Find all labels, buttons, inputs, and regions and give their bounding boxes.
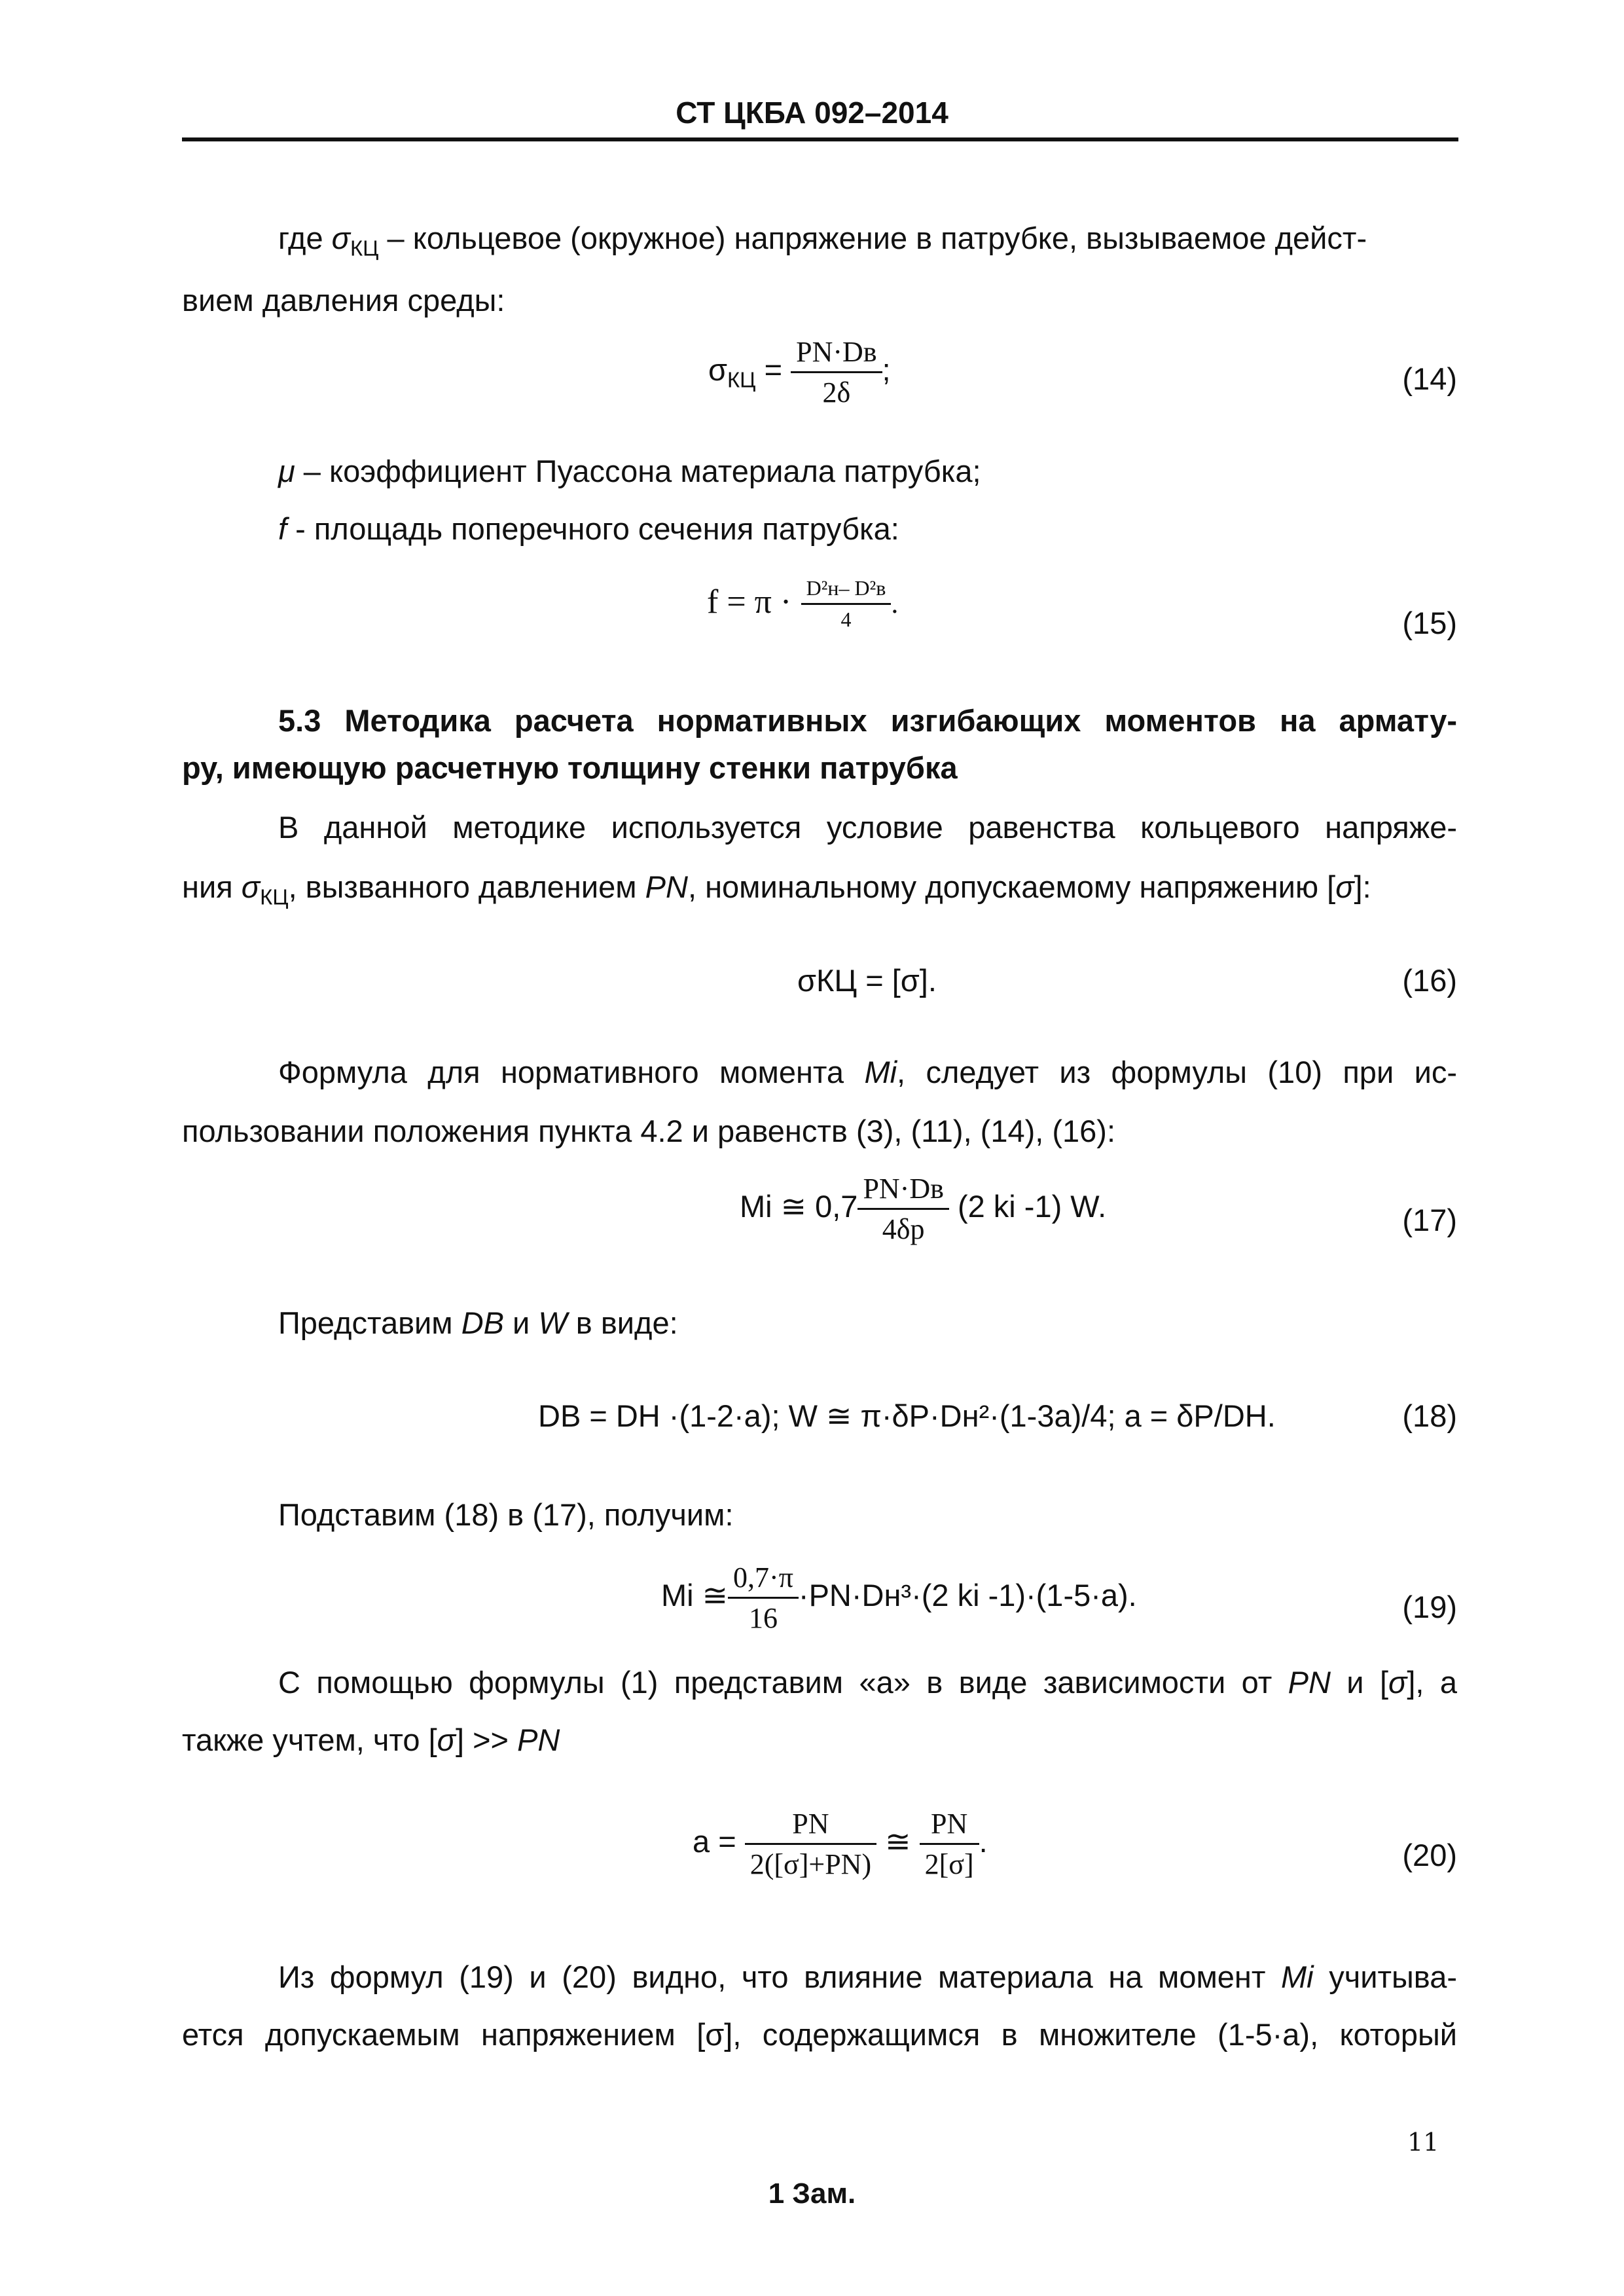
punctuation: ; [882, 352, 891, 387]
denominator: 4 [840, 608, 852, 631]
revision-note: 1 Зам. [768, 2178, 856, 2210]
mi-symbol: Mi [1281, 1959, 1314, 1994]
paragraph-line [182, 809, 1457, 848]
db-symbol: DB [461, 1305, 504, 1340]
text: , следует из формулы (10) при ис- [897, 1055, 1457, 1089]
sigma-symbol: σ [437, 1722, 456, 1757]
text: Формула для нормативного момента [278, 1055, 865, 1089]
section-heading-line: ру, имеющую расчетную толщину стенки патрубка [182, 750, 958, 785]
equation-number: (19) [1402, 1590, 1457, 1624]
pn-symbol: PN [517, 1722, 560, 1757]
paragraph-line [182, 2016, 1457, 2056]
section-heading-line [182, 702, 1457, 742]
paragraph-line [182, 1054, 1457, 1093]
equation-number: (16) [1402, 963, 1457, 998]
numerator: D²н– D²в [801, 576, 892, 605]
text: – коэффициент Пуассона материала патрубка; [295, 454, 981, 488]
text: Из формул (19) и (20) видно, что влияние материала на момент [278, 1959, 1282, 1994]
fraction [920, 1807, 979, 1881]
text: где [278, 221, 332, 255]
definition-mu [278, 453, 981, 489]
eq-rhs: ·PN·Dн³·(2 ki -1)·(1-5·а). [798, 1577, 1137, 1613]
sigma-symbol: σ [1388, 1665, 1407, 1700]
numerator: PN [920, 1807, 979, 1845]
sigma-symbol: σ [1335, 869, 1354, 904]
paragraph-line: пользовании положения пункта 4.2 и равенств (3), (11), (14), (16): [182, 1114, 1116, 1148]
text: С помощью формулы (1) представим «а» в виде зависимости от [278, 1665, 1288, 1700]
pn-symbol: PN [645, 869, 688, 904]
text: ]: [1354, 869, 1371, 904]
equation-19 [661, 1561, 1137, 1635]
text: и [ [1330, 1665, 1388, 1700]
fraction [791, 335, 882, 409]
eq-rhs: (2 ki -1) W. [957, 1188, 1107, 1224]
fraction [857, 1172, 948, 1246]
text: и [503, 1305, 539, 1340]
document-header: СТ ЦКБА 092–2014 [676, 96, 948, 130]
eq-lhs: f = π · [707, 583, 792, 621]
fraction [745, 1807, 876, 1881]
approx-sign: ≅ [885, 1823, 911, 1859]
text: ния [182, 869, 242, 904]
numerator: 0,7·π [728, 1561, 799, 1599]
text: в виде: [567, 1305, 678, 1340]
mi-symbol: Mi [864, 1055, 897, 1089]
eq-lhs: σ [708, 352, 728, 387]
equation-14 [708, 335, 891, 409]
denominator: 16 [748, 1602, 778, 1634]
subscript: КЦ [350, 236, 379, 261]
f-symbol: f [278, 511, 287, 546]
numerator: PN·Dв [857, 1172, 948, 1210]
text: , номинальному допускаемому напряжению [ [687, 869, 1336, 904]
text: ] >> [455, 1722, 518, 1757]
paragraph-line [182, 1722, 560, 1758]
paragraph-line [182, 869, 1371, 909]
text: – кольцевое (окружное) напряжение в патрубке, вызываемое дейст- [378, 221, 1367, 255]
definition-f [278, 511, 899, 547]
justified-line [278, 1959, 1457, 1998]
numerator: PN [745, 1807, 876, 1845]
paragraph-line [182, 1959, 1457, 1998]
denominator: 4δp [882, 1213, 925, 1245]
text: Представим [278, 1305, 461, 1340]
paragraph-line: вием давления среды: [182, 283, 505, 318]
paragraph-line [278, 220, 1367, 261]
text: ется допускаемым напряжением [σ], содержащимся в множителе (1-5·а), который [182, 2017, 1457, 2052]
justified-line [278, 1664, 1457, 1704]
fraction [728, 1561, 799, 1635]
text: В данной методике используется условие равенства кольцевого напряже- [278, 810, 1457, 845]
pn-symbol: PN [1288, 1665, 1331, 1700]
justified-line [278, 1054, 1457, 1093]
equation-number: (20) [1402, 1838, 1457, 1872]
eq-lhs: а = [693, 1823, 736, 1859]
eq-lhs: Mi ≅ [661, 1577, 729, 1613]
paragraph-line: Подставим (18) в (17), получим: [278, 1497, 734, 1532]
eq-sign: = [755, 352, 791, 387]
mu-symbol: μ [278, 454, 295, 488]
paragraph-line [278, 1305, 678, 1341]
text: - площадь поперечного сечения патрубка: [287, 511, 899, 546]
page-number: 11 [1407, 2128, 1439, 2157]
equation-number: (18) [1402, 1398, 1457, 1433]
punctuation: . [979, 1823, 988, 1859]
text: учитыва- [1313, 1959, 1457, 1994]
equation-16: σКЦ = [σ]. [797, 963, 937, 998]
denominator: 2([σ]+PN) [749, 1848, 872, 1880]
equation-17 [740, 1172, 1106, 1246]
equation-18: DB = DН ·(1-2·а); W ≅ π·δР·Dн²·(1-3а)/4; а = δР/DН. [538, 1398, 1276, 1433]
paragraph-line [182, 1664, 1457, 1704]
eq-lhs: Mi ≅ 0,7 [740, 1188, 858, 1224]
denominator: 2[σ] [924, 1848, 974, 1880]
subscript: КЦ [260, 884, 289, 909]
equation-15 [707, 576, 898, 632]
text: ], а [1407, 1665, 1457, 1700]
fraction [801, 576, 892, 632]
w-symbol: W [538, 1305, 568, 1340]
equation-20 [693, 1807, 988, 1881]
sigma-symbol: σ [331, 221, 350, 255]
denominator: 2δ [822, 376, 851, 409]
punctuation: . [891, 587, 899, 620]
text: 5.3 Методика расчета нормативных изгибающих моментов на армату- [278, 703, 1457, 738]
equation-number: (17) [1402, 1203, 1457, 1237]
text: также учтем, что [ [182, 1722, 437, 1757]
subscript: КЦ [727, 367, 756, 392]
equation-number: (15) [1402, 606, 1457, 640]
text: , вызванного давлением [288, 869, 645, 904]
header-rule [182, 137, 1458, 141]
equation-number: (14) [1402, 361, 1457, 396]
numerator: PN·Dв [791, 335, 882, 373]
sigma-symbol: σ [241, 869, 261, 904]
